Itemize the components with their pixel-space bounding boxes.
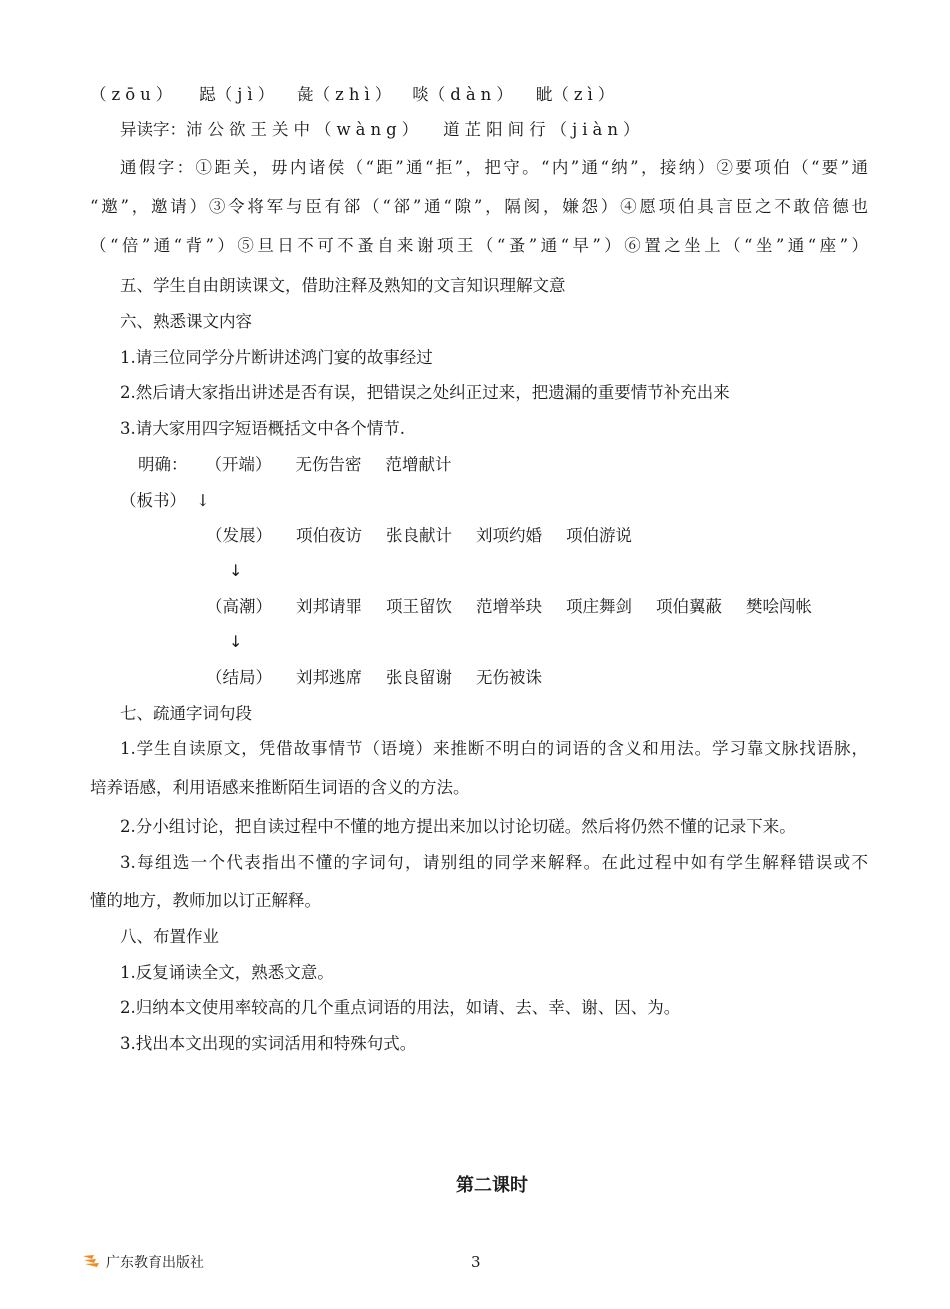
- stage-event: 刘项约婚: [476, 526, 542, 545]
- pinyin-dan: （dàn）: [428, 85, 518, 104]
- section6-item-3: 3.请大家用四字短语概括文中各个情节.: [120, 419, 405, 438]
- board-clarify-row: [138, 454, 452, 476]
- stage-name: （发展）: [206, 526, 272, 545]
- char-zhi: 彘: [297, 85, 314, 104]
- section8-item-2: 2.归纳本文使用率较高的几个重点词语的用法，如请、去、幸、谢、因、为。: [120, 998, 681, 1017]
- tongjia-line-1: 通假字：①距关，毋内诸侯（“距”通“拒”，把守。“内”通“纳”，接纳）②要项伯（“要”通: [120, 158, 868, 177]
- section6-item-2: 2.然后请大家指出讲述是否有误，把错误之处纠正过来，把遗漏的重要情节补充出来: [120, 383, 730, 402]
- stage-event: 项庄舞剑: [566, 597, 632, 616]
- tongjia-line-3: （“倍”通“背”）⑤旦日不可不蚤自来谢项王（“蚤”通“早”）⑥置之坐上（“坐”通“座”）: [90, 236, 868, 255]
- board-label: （板书）: [120, 491, 186, 510]
- down-arrow-icon: ↓: [229, 561, 243, 580]
- stage-name: （结局）: [206, 668, 272, 687]
- board-label-row: [120, 490, 210, 512]
- pronunciation-line: [90, 84, 619, 106]
- lesson2-title: 第二课时: [456, 1175, 528, 1196]
- section7-p1-line1: 1.学生自读原文，凭借故事情节（语境）来推断不明白的词语的含义和用法。学习靠文脉找语脉，: [120, 739, 868, 758]
- stage-event: 无伤被诛: [476, 668, 542, 687]
- footer: [82, 1251, 204, 1274]
- section7-p3-line1: 3.每组选一个代表指出不懂的字词句，请别组的同学来解释。在此过程中如有学生解释错误或不: [120, 853, 868, 872]
- stage-event: 张良留谢: [386, 668, 452, 687]
- stage-name: （开端）: [205, 455, 272, 474]
- board-stage-row: [206, 525, 632, 547]
- pinyin-zi: （zì）: [552, 85, 620, 104]
- board-stage-row: [206, 596, 812, 618]
- variant-reading-line: [120, 119, 645, 141]
- stage-event: 项伯翼蔽: [656, 597, 722, 616]
- section7-p2: 2.分小组讨论，把自读过程中不懂的地方提出来加以讨论切磋。然后将仍然不懂的记录下来。: [120, 817, 796, 836]
- down-arrow-icon: ↓: [229, 632, 243, 651]
- stage-event: 刘邦逃席: [296, 668, 362, 687]
- section6-item-1: 1.请三位同学分片断讲述鸿门宴的故事经过: [120, 348, 433, 367]
- publisher-logo-icon: [82, 1252, 102, 1274]
- section8-heading: 八、布置作业: [120, 927, 219, 946]
- stage-event: 范增献计: [385, 455, 452, 474]
- char-dan: 啖: [412, 85, 429, 104]
- publisher-name: 广东教育出版社: [106, 1255, 204, 1271]
- section8-item-3: 3.找出本文出现的实词活用和特殊句式。: [120, 1034, 417, 1053]
- variant-reading-item2: 道芷阳间行（jiàn）: [443, 120, 645, 139]
- pinyin-zou: （zōu）: [90, 85, 178, 104]
- section8-item-1: 1.反复诵读全文，熟悉文意。: [120, 963, 334, 982]
- char-ji: 跽: [199, 85, 216, 104]
- char-zi: 眦: [535, 85, 553, 104]
- stage-event: 项伯游说: [566, 526, 632, 545]
- stage-event: 无伤告密: [295, 455, 362, 474]
- stage-event: 刘邦请罪: [296, 597, 362, 616]
- variant-reading-item1: 沛公欲王关中（wàng）: [186, 120, 424, 139]
- pinyin-zhi: （zhì）: [313, 85, 397, 104]
- section7-p3-line2: 懂的地方，教师加以订正解释。: [90, 891, 321, 910]
- stage-event: 项王留饮: [386, 597, 452, 616]
- stage-name: （高潮）: [206, 597, 272, 616]
- section5-heading: 五、学生自由朗读课文，借助注释及熟知的文言知识理解文意: [120, 276, 566, 295]
- stage-event: 范增举玦: [476, 597, 542, 616]
- section7-p1-line2: 培养语感，利用语感来推断陌生词语的含义的方法。: [90, 778, 470, 797]
- variant-reading-label: 异读字：: [120, 120, 186, 139]
- tongjia-line-2: “邀”，邀请）③令将军与臣有郤（“郤”通“隙”，隔阂，嫌怨）④愿项伯具言臣之不敢倍德也: [90, 197, 868, 216]
- page-number: 3: [471, 1253, 481, 1271]
- stage-event: 项伯夜访: [296, 526, 362, 545]
- board-clarify-label: 明确：: [138, 455, 188, 474]
- pinyin-ji: （jì）: [215, 85, 280, 104]
- section7-heading: 七、疏通字词句段: [120, 704, 252, 723]
- section6-heading: 六、熟悉课文内容: [120, 312, 252, 331]
- stage-event: 张良献计: [386, 526, 452, 545]
- stage-event: 樊哙闯帐: [746, 597, 812, 616]
- board-stage-row: [206, 667, 542, 689]
- down-arrow-icon: ↓: [196, 491, 210, 510]
